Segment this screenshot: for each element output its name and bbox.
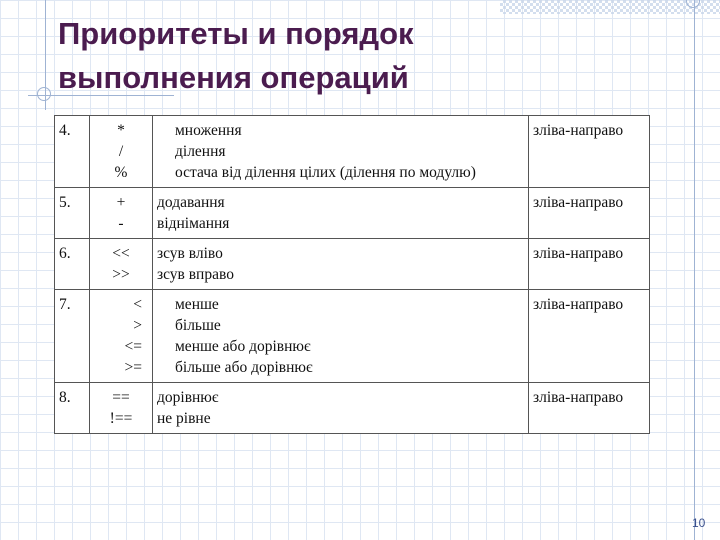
description: ділення (175, 143, 226, 160)
description: додавання (157, 194, 225, 211)
operator-cell (90, 290, 153, 383)
description: віднімання (157, 215, 230, 232)
operator-cell (90, 188, 153, 239)
associativity-cell: зліва-направо (529, 383, 650, 434)
description: множення (175, 122, 242, 139)
operator: >= (124, 359, 142, 376)
description-cell (153, 290, 529, 383)
description: зсув вліво (157, 245, 223, 262)
operator: << (112, 245, 130, 262)
operator-cell (90, 239, 153, 290)
operator: - (118, 215, 124, 232)
decorative-right-rule (694, 0, 695, 540)
associativity-cell: зліва-направо (529, 239, 650, 290)
associativity-cell: зліва-направо (529, 116, 650, 188)
associativity-cell: зліва-направо (529, 290, 650, 383)
operator: > (133, 317, 142, 334)
associativity-cell: зліва-направо (529, 188, 650, 239)
description-cell (153, 239, 529, 290)
operator: !== (109, 410, 133, 427)
row-number: 4. (55, 116, 90, 188)
slide-title-line-2: выполнения операций (58, 60, 409, 95)
table-row (55, 188, 650, 239)
table-row (55, 239, 650, 290)
operator: % (114, 164, 128, 181)
table-row (55, 383, 650, 434)
table-row (55, 116, 650, 188)
operator-cell (90, 116, 153, 188)
description: зсув вправо (157, 266, 234, 283)
operator: * (117, 122, 125, 139)
description: більше або дорівнює (175, 359, 313, 376)
operator-cell (90, 383, 153, 434)
description-cell (153, 116, 529, 188)
operator: <= (124, 338, 142, 355)
row-number: 5. (55, 188, 90, 239)
description: остача від ділення цілих (ділення по модулю) (175, 164, 476, 181)
operator: < (133, 296, 142, 313)
decorative-circle-icon (37, 87, 51, 101)
description: не рівне (157, 410, 211, 427)
slide-title (58, 12, 414, 100)
operator-precedence-table (54, 115, 650, 434)
row-number: 7. (55, 290, 90, 383)
description-cell (153, 188, 529, 239)
operator: + (116, 194, 126, 211)
operator: == (112, 389, 130, 406)
page-number: 10 (692, 516, 706, 530)
table-row (55, 290, 650, 383)
description-cell (153, 383, 529, 434)
description: менше або дорівнює (175, 338, 311, 355)
row-number: 8. (55, 383, 90, 434)
operator: >> (112, 266, 130, 283)
row-number: 6. (55, 239, 90, 290)
slide-title-line-1: Приоритеты и порядок (58, 16, 414, 51)
description: дорівнює (157, 389, 219, 406)
description: більше (175, 317, 221, 334)
description: менше (175, 296, 219, 313)
operator: / (118, 143, 124, 160)
